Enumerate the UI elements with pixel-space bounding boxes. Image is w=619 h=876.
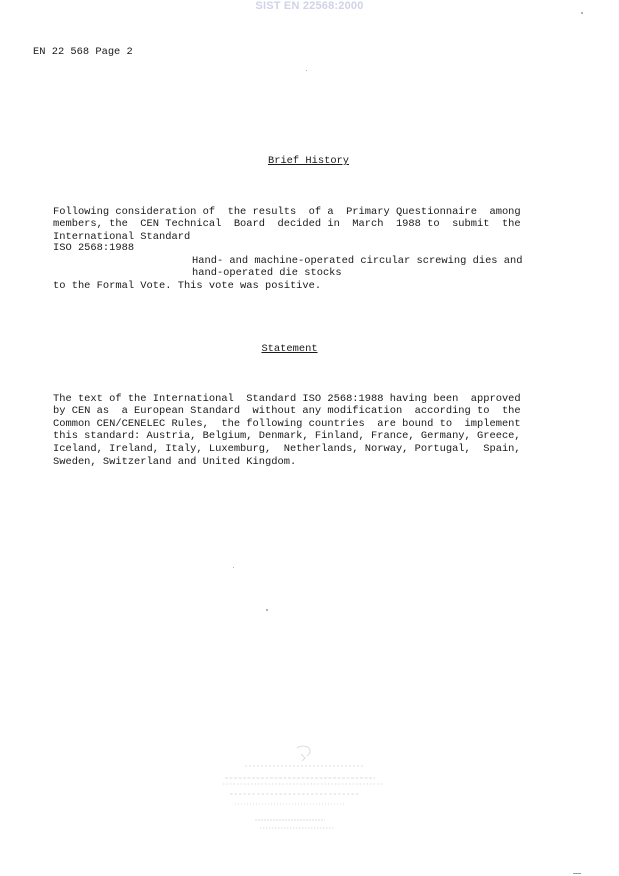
paragraph-line: International Standard: [53, 230, 191, 243]
watermark: SIST EN 22568:2000: [255, 0, 364, 12]
brief-history-closing: to the Formal Vote. This vote was positive.: [53, 280, 322, 292]
paragraph-line: Common CEN/CENELEC Rules, the following countries are bound to implement: [53, 417, 521, 430]
paragraph-line: Following consideration of the results of a Primary Questionnaire among: [53, 205, 521, 218]
standard-title-line: Hand- and machine-operated circular screwing dies and: [192, 254, 523, 267]
paragraph-line: Iceland, Ireland, Italy, Luxemburg, Netherlands, Norway, Portugal, Spain,: [53, 442, 521, 455]
faded-stamp-icon: [205, 742, 405, 842]
statement-paragraph: [53, 380, 521, 481]
scan-speck: [306, 70, 307, 71]
page-header: EN 22 568 Page 2: [33, 46, 133, 58]
standard-title-line: hand-operated die stocks: [192, 267, 342, 280]
scan-speck: [266, 609, 268, 611]
paragraph-line: by CEN as a European Standard without any modification according to the: [53, 405, 521, 418]
paragraph-line: members, the CEN Technical Board decided in March 1988 to submit the: [53, 218, 521, 231]
statement-heading: Statement: [261, 343, 318, 355]
brief-history-heading: Brief History: [267, 155, 350, 167]
paragraph-line: The text of the International Standard ISO 2568:1988 having been approved: [53, 392, 521, 405]
scan-speck: [581, 12, 583, 14]
paragraph-line: Sweden, Switzerland and United Kingdom.: [53, 455, 297, 468]
paragraph-line: this standard: Austria, Belgium, Denmark, Finland, France, Germany, Greece,: [53, 430, 521, 443]
scan-speck: [573, 873, 581, 874]
standard-code: ISO 2568:1988: [53, 242, 135, 254]
scan-speck: [233, 567, 234, 568]
